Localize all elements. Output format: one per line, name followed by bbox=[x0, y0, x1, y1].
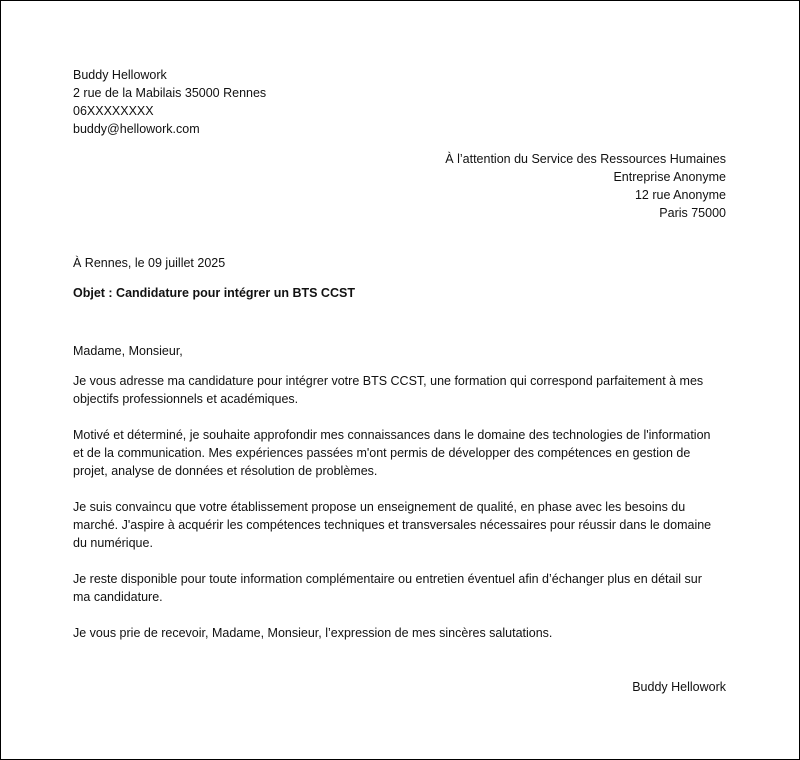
recipient-block bbox=[445, 150, 726, 222]
paragraph-line: Je vous adresse ma candidature pour intégrer votre BTS CCST, une formation qui correspond parfaitement à mes bbox=[73, 374, 704, 388]
body-paragraph bbox=[73, 498, 729, 552]
recipient-attention: À l’attention du Service des Ressources Humaines bbox=[445, 152, 726, 166]
paragraph-line: Motivé et déterminé, je souhaite approfondir mes connaissances dans le domaine des technologies de l'information bbox=[73, 428, 711, 442]
recipient-company: Entreprise Anonyme bbox=[613, 170, 726, 184]
recipient-street: 12 rue Anonyme bbox=[634, 188, 726, 202]
signature: Buddy Hellowork bbox=[632, 680, 726, 694]
paragraph-line: Je vous prie de recevoir, Madame, Monsieur, l’expression de mes sincères salutations. bbox=[73, 626, 553, 640]
body-paragraph bbox=[73, 570, 729, 606]
body-paragraph bbox=[73, 426, 729, 480]
paragraph-line: ma candidature. bbox=[73, 590, 163, 604]
sender-address: 2 rue de la Mabilais 35000 Rennes bbox=[73, 86, 267, 100]
subject-line: Objet : Candidature pour intégrer un BTS CCST bbox=[73, 286, 355, 300]
sender-name: Buddy Hellowork bbox=[73, 68, 167, 82]
sender-block bbox=[73, 66, 266, 138]
paragraph-line: et de la communication. Mes expériences passées m'ont permis de développer des compétences en gestion de bbox=[73, 446, 691, 460]
paragraph-line: Je reste disponible pour toute information complémentaire ou entretien éventuel afin d’échanger plus en détail sur bbox=[73, 572, 702, 586]
date-line: À Rennes, le 09 juillet 2025 bbox=[73, 256, 226, 270]
body-paragraph bbox=[73, 372, 729, 408]
paragraph-line: marché. J'aspire à acquérir les compétences techniques et transversales nécessaires pour réussir dans le domaine bbox=[73, 518, 712, 532]
paragraph-line: du numérique. bbox=[73, 536, 153, 550]
sender-email: buddy@hellowork.com bbox=[73, 122, 200, 136]
sender-phone: 06XXXXXXXX bbox=[73, 104, 154, 118]
recipient-city: Paris 75000 bbox=[659, 206, 726, 220]
closing-paragraph bbox=[73, 624, 729, 642]
paragraph-line: projet, analyse de données et résolution de problèmes. bbox=[73, 464, 378, 478]
paragraph-line: objectifs professionnels et académiques. bbox=[73, 392, 299, 406]
salutation: Madame, Monsieur, bbox=[73, 344, 183, 358]
paragraph-line: Je suis convaincu que votre établissement propose un enseignement de qualité, en phase avec les besoins du bbox=[73, 500, 686, 514]
